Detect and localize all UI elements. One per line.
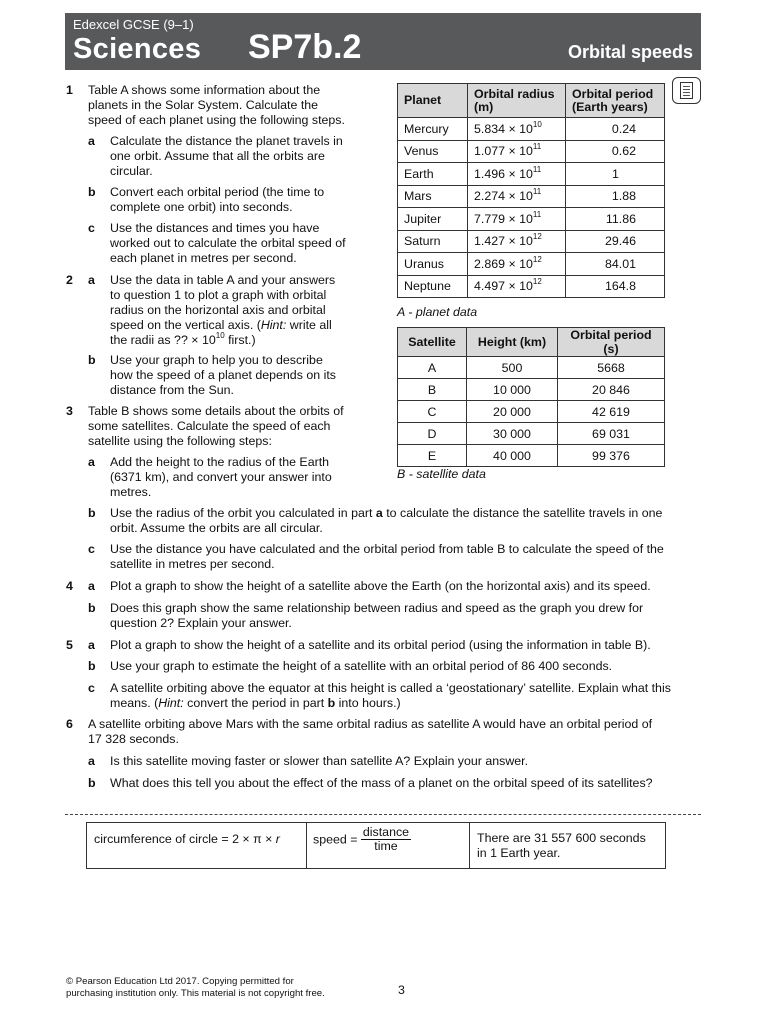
col-header-orbital-period-s: Orbital period (s) — [558, 328, 665, 357]
question-5a-text: Plot a graph to show the height of a satellite and its orbital period (using the information in table B). — [110, 638, 651, 652]
question-1-text: Table A shows some information about the planets in the Solar System. Calculate the speed of each planet using the following steps. — [88, 83, 345, 127]
table-header-row — [398, 84, 665, 118]
question-1c-text: Use the distances and times you have worked out to calculate the orbital speed of each planet in metres per second. — [110, 221, 346, 265]
question-6b-text: What does this tell you about the effect of the mass of a planet on the orbital speed of its satellites? — [110, 776, 653, 790]
table-header-row — [398, 328, 665, 357]
question-5a-label: a — [88, 638, 95, 652]
formula-box — [86, 822, 666, 869]
question-1a-label: a — [88, 134, 95, 148]
table-row: Neptune $4.497 \times 10^{12}$ 164.8 — [398, 275, 665, 298]
col-header-orbital-period: Orbital period (Earth years) — [566, 84, 665, 118]
question-4b-label: b — [88, 601, 96, 615]
question-6-number: 6 — [66, 717, 73, 731]
question-1a-text: Calculate the distance the planet travels in one orbit. Assume that all the orbits are circular. — [110, 134, 343, 178]
table-row: Mercury $5.834 \times 10^{10}$ 0.24 — [398, 118, 665, 141]
notes-icon — [672, 77, 701, 104]
table-row: Saturn $1.427 \times 10^{12}$ 29.46 — [398, 230, 665, 253]
series-name: Edexcel GCSE (9–1) — [73, 17, 194, 32]
question-5-number: 5 — [66, 638, 73, 652]
question-2b-text: Use your graph to help you to describe how the speed of a planet depends on its distance from the Sun. — [110, 353, 336, 397]
question-2b-label: b — [88, 353, 96, 367]
question-4a-label: a — [88, 579, 95, 593]
satellite-data-table — [397, 327, 665, 467]
page-header — [65, 13, 701, 70]
speed-formula: speed = $\frac{\text{distance}}{\text{time}}$ — [313, 825, 410, 853]
copyright-footer: © Pearson Education Ltd 2017. Copying permitted for purchasing institution only. This material is not copyright free. — [66, 976, 325, 999]
circumference-formula-cell — [87, 823, 307, 868]
question-5b-text: Use your graph to estimate the height of a satellite with an orbital period of 86 400 seconds. — [110, 659, 613, 673]
col-header-orbital-radius: Orbital radius (m) — [468, 84, 566, 118]
worksheet-title: Orbital speeds — [567, 42, 693, 62]
question-4a-text: Plot a graph to show the height of a satellite above the Earth (on the horizontal axis) and its speed. — [110, 579, 651, 593]
table-a-caption: A - planet data — [397, 305, 478, 319]
table-row: C 20 000 42 619 — [398, 401, 665, 423]
question-3a-label: a — [88, 455, 95, 469]
question-6a-text: Is this satellite moving faster or slower than satellite A? Explain your answer. — [110, 754, 529, 768]
question-2a-label: a — [88, 273, 95, 287]
question-3b-label: b — [88, 506, 96, 520]
table-row: Mars $2.274 \times 10^{11}$ 1.88 — [398, 185, 665, 208]
question-3-text: Table B shows some details about the orbits of some satellites. Calculate the speed of each satellite using the following steps: — [88, 404, 344, 448]
question-6a-label: a — [88, 754, 95, 768]
table-row: Jupiter $7.779 \times 10^{11}$ 11.86 — [398, 208, 665, 231]
col-header-planet: Planet — [398, 84, 468, 118]
seconds-per-year-note: There are 31 557 600 seconds in 1 Earth year. — [477, 831, 646, 860]
table-row: Earth $1.496 \times 10^{11}$ 1 — [398, 163, 665, 186]
table-row: A 500 5668 — [398, 357, 665, 379]
cut-line-divider — [65, 814, 701, 815]
question-3a-text: Add the height to the radius of the Earth (6371 km), and convert your answer into metres. — [110, 455, 332, 499]
table-row: E 40 000 99 376 — [398, 445, 665, 467]
question-5b-label: b — [88, 659, 96, 673]
question-6b-label: b — [88, 776, 96, 790]
col-header-height: Height (km) — [467, 328, 558, 357]
question-1c-label: c — [88, 221, 95, 235]
planet-data-table — [397, 83, 665, 298]
question-1b-text: Convert each orbital period (the time to complete one orbit) into seconds. — [110, 185, 325, 214]
question-3c-text: Use the distance you have calculated and the orbital period from table B to calculate the speed of the satellite in metres per second. — [110, 542, 664, 571]
table-row: D 30 000 69 031 — [398, 423, 665, 445]
table-b-caption: B - satellite data — [397, 467, 486, 481]
question-1b-label: b — [88, 185, 96, 199]
question-2-number: 2 — [66, 273, 73, 287]
circumference-formula: circumference of circle = 2 × π × r — [94, 832, 280, 846]
worksheet-code: SP7b.2 — [248, 28, 362, 66]
question-4b-text: Does this graph show the same relationship between radius and speed as the graph you drew for question 2? Explain your answer. — [110, 601, 644, 630]
speed-formula-cell — [306, 823, 470, 868]
question-5c-label: c — [88, 681, 95, 695]
question-6-text: A satellite orbiting above Mars with the same orbital radius as satellite A would have an orbital period of 17 328 seconds. — [88, 717, 653, 746]
question-4-number: 4 — [66, 579, 73, 593]
question-2a-text: Use the data in table A and your answers to question 1 to plot a graph with orbital radius on the horizontal axis and orbital speed on the vertical axis. (Hint: write all the radii as ?? × $10^{10}$ first.) — [110, 273, 336, 347]
table-row: B 10 000 20 846 — [398, 379, 665, 401]
page-number: 3 — [398, 983, 405, 997]
subject-name: Sciences — [73, 33, 202, 65]
question-3-number: 3 — [66, 404, 73, 418]
table-row: Venus $1.077 \times 10^{11}$ 0.62 — [398, 140, 665, 163]
question-3b-text: Use the radius of the orbit you calculated in part a to calculate the distance the satellite travels in one orbit. Assume the orbits are all circular. — [110, 506, 663, 535]
col-header-satellite: Satellite — [398, 328, 467, 357]
question-5c-text: A satellite orbiting above the equator at this height is called a ‘geostationary’ satellite. Explain what this means. (Hint: convert the period in part b into hours.) — [110, 681, 671, 710]
table-row: Uranus $2.869 \times 10^{12}$ 84.01 — [398, 253, 665, 276]
question-1-number: 1 — [66, 83, 73, 97]
question-3c-label: c — [88, 542, 95, 556]
